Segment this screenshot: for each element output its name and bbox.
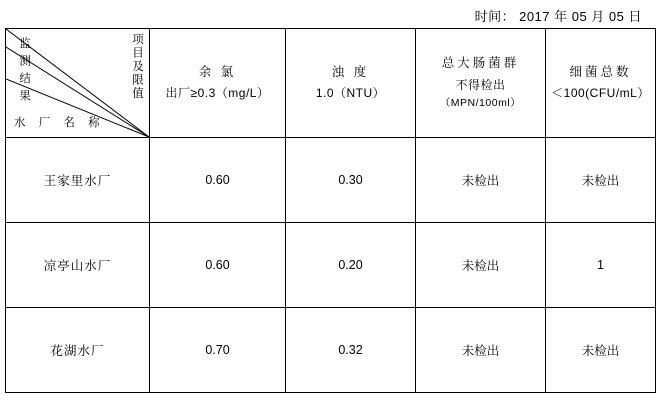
col-header-line1: 总大肠菌群 — [441, 56, 520, 71]
column-header-turbidity — [286, 29, 416, 138]
table-row — [6, 223, 656, 308]
col-header-line1: 细菌总数 — [569, 65, 632, 80]
cell-value: 1 — [597, 258, 604, 272]
corner-plant-label: 水 厂 名 称 — [14, 116, 105, 129]
col-header-line2: 1.0（NTU） — [315, 86, 386, 101]
table-row — [6, 308, 656, 393]
cell-bacteria-count — [546, 223, 656, 308]
cell-bacteria-count — [546, 138, 656, 223]
cell-residual-chlorine — [150, 223, 286, 308]
row-plant-name — [6, 138, 150, 223]
row-plant-name — [6, 223, 150, 308]
corner-header-cell — [6, 29, 150, 138]
col-header-line1: 余 氯 — [198, 65, 237, 80]
cell-value: 未检出 — [461, 174, 500, 188]
cell-value: 未检出 — [461, 344, 500, 358]
report-date — [475, 6, 642, 25]
row-plant-name — [6, 308, 150, 393]
col-header-line1: 浊 度 — [331, 65, 370, 80]
table-row — [6, 138, 656, 223]
column-header-total-coliform — [416, 29, 546, 138]
corner-item-label: 项目及限值 — [131, 33, 143, 101]
column-header-bacteria-count — [546, 29, 656, 138]
cell-value: 0.70 — [205, 343, 230, 357]
cell-turbidity — [286, 308, 416, 393]
water-quality-table — [5, 28, 656, 393]
cell-residual-chlorine — [150, 138, 286, 223]
report-date-label: 时间： — [474, 9, 516, 24]
cell-value: 0.32 — [338, 343, 363, 357]
cell-value: 0.30 — [338, 173, 363, 187]
cell-value: 0.60 — [205, 173, 230, 187]
cell-total-coliform — [416, 138, 546, 223]
col-header-line2: 不得检出 — [455, 77, 506, 92]
col-header-line2: 出厂≥0.3（mg/L） — [165, 86, 270, 101]
plant-name-label: 凉亭山水厂 — [43, 259, 112, 273]
cell-turbidity — [286, 223, 416, 308]
cell-total-coliform — [416, 308, 546, 393]
corner-result-label: 监测结果 — [18, 37, 31, 107]
cell-residual-chlorine — [150, 308, 286, 393]
cell-bacteria-count — [546, 308, 656, 393]
table-header-row — [6, 29, 656, 138]
cell-value: 未检出 — [581, 344, 620, 358]
cell-turbidity — [286, 138, 416, 223]
cell-value: 未检出 — [461, 259, 500, 273]
column-header-residual-chlorine — [150, 29, 286, 138]
col-header-line2: ＜100(CFU/mL） — [551, 86, 650, 101]
report-date-value: 2017 年 05 月 05 日 — [519, 9, 642, 24]
cell-value: 0.20 — [338, 258, 363, 272]
cell-value: 0.60 — [205, 258, 230, 272]
cell-value: 未检出 — [581, 174, 620, 188]
plant-name-label: 王家里水厂 — [43, 174, 112, 188]
cell-total-coliform — [416, 223, 546, 308]
plant-name-label: 花湖水厂 — [50, 344, 105, 358]
col-header-line3: （MPN/100ml） — [439, 96, 522, 109]
